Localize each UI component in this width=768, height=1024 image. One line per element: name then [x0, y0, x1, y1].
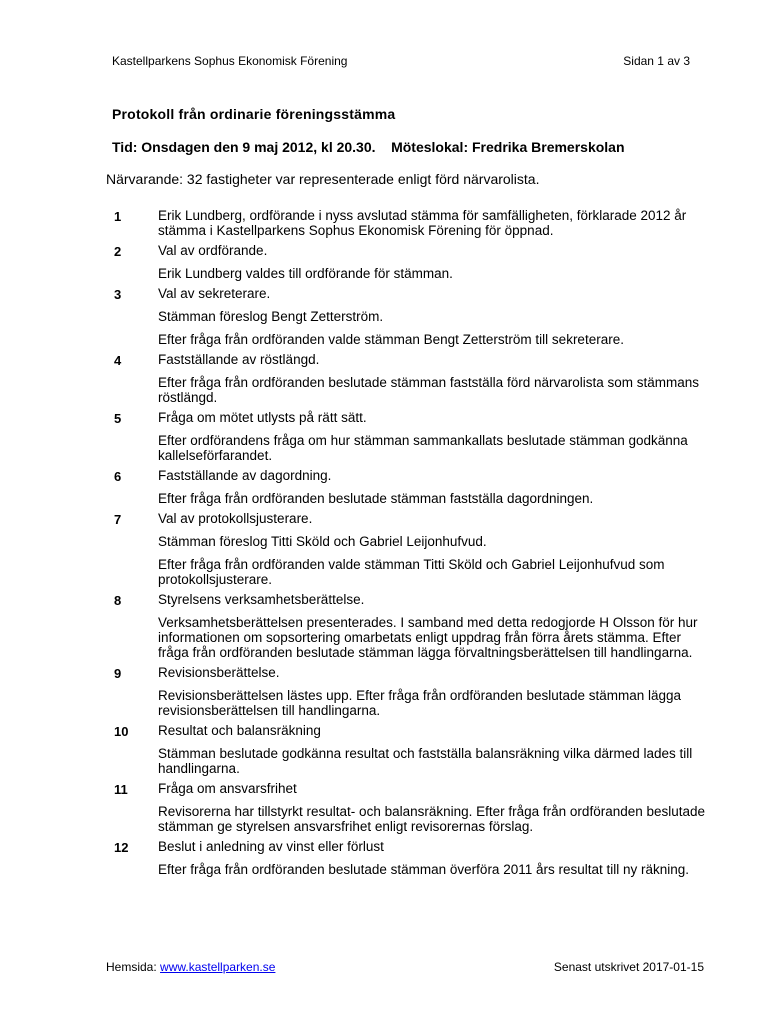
agenda-list [114, 208, 714, 882]
org-name: Kastellparkens Sophus Ekonomisk Förening [112, 54, 348, 68]
agenda-item-heading: Styrelsens verksamhetsberättelse. [158, 592, 365, 607]
agenda-item-number: 11 [114, 782, 128, 797]
agenda-item-text: Revisionsberättelsen lästes upp. Efter fråga från ordföranden beslutade stämman lägga revisionsberättelsen till handlingarna. [158, 688, 682, 718]
agenda-item-text: Stämman beslutade godkänna resultat och fastställa balansräkning vilka därmed lades till handlingarna. [158, 746, 693, 776]
agenda-item-heading: Fråga om mötet utlysts på rätt sätt. [158, 410, 367, 425]
agenda-item-text: Efter fråga från ordföranden beslutade stämman överföra 2011 års resultat till ny räkning. [158, 862, 690, 877]
agenda-item-heading: Val av sekreterare. [158, 286, 271, 301]
agenda-item-body [158, 352, 714, 405]
page-footer [106, 960, 704, 974]
homepage-info [106, 960, 275, 974]
agenda-item-text: Stämman föreslog Titti Sköld och Gabriel Leijonhufvud. [158, 534, 487, 549]
agenda-item [114, 410, 714, 463]
homepage-label: Hemsida: [106, 960, 157, 974]
agenda-item-heading: Erik Lundberg, ordförande i nyss avslutad stämma för samfälligheten, förklarade 2012 år stämma i Kastellparkens Sophus Ekonomisk Förening för öppnad. [158, 208, 687, 238]
agenda-item [114, 243, 714, 281]
agenda-item-text: Verksamhetsberättelsen presenterades. I samband med detta redogjorde H Olsson för hur informationen om sopsortering omarbetats enligt uppdrag från förra årets stämma. Efter fråga från ordföranden beslutade stämman lägga förvaltningsberättelsen till handlingarna. [158, 615, 698, 660]
agenda-item-number: 7 [114, 512, 122, 527]
agenda-item [114, 592, 714, 660]
agenda-item-text: Erik Lundberg valdes till ordförande för stämman. [158, 266, 453, 281]
agenda-item-number: 10 [114, 724, 129, 739]
agenda-item [114, 208, 714, 238]
agenda-item-text: Efter fråga från ordföranden valde stämman Bengt Zetterström till sekreterare. [158, 332, 624, 347]
agenda-item [114, 352, 714, 405]
agenda-item-heading: Beslut i anledning av vinst eller förlust [158, 839, 384, 854]
homepage-link[interactable]: www.kastellparken.se [160, 960, 276, 974]
agenda-item-body [158, 839, 714, 877]
agenda-item-number: 2 [114, 244, 122, 259]
agenda-item-body [158, 410, 714, 463]
agenda-item-heading: Fråga om ansvarsfrihet [158, 781, 297, 796]
agenda-item [114, 781, 714, 834]
agenda-item-heading: Val av ordförande. [158, 243, 268, 258]
agenda-item-text: Efter fråga från ordföranden valde stämman Titti Sköld och Gabriel Leijonhufvud som protokollsjusterare. [158, 557, 665, 587]
agenda-item-body [158, 511, 714, 587]
agenda-item-text: Revisorerna har tillstyrkt resultat- och balansräkning. Efter fråga från ordföranden beslutade stämman ge styrelsen ansvarsfrihet enligt revisorernas förslag. [158, 804, 706, 834]
agenda-item-text: Efter fråga från ordföranden beslutade stämman fastställa förd närvarolista som stämmans röstlängd. [158, 375, 700, 405]
page-number: Sidan 1 av 3 [623, 54, 690, 68]
agenda-item-body [158, 665, 714, 718]
agenda-item-text: Efter ordförandens fråga om hur stämman sammankallats beslutade stämman godkänna kallelseförfarandet. [158, 433, 688, 463]
agenda-item-heading: Resultat och balansräkning [158, 723, 321, 738]
agenda-item-text: Stämman föreslog Bengt Zetterström. [158, 309, 384, 324]
agenda-item [114, 286, 714, 347]
agenda-item-number: 5 [114, 411, 122, 426]
agenda-item-heading: Revisionsberättelse. [158, 665, 280, 680]
agenda-item-body [158, 723, 714, 776]
meeting-venue: Möteslokal: Fredrika Bremerskolan [391, 139, 625, 155]
print-date: Senast utskrivet 2017-01-15 [553, 960, 704, 974]
agenda-item [114, 468, 714, 506]
agenda-item-number: 4 [114, 353, 122, 368]
agenda-item-number: 9 [114, 666, 122, 681]
agenda-item-body [158, 781, 714, 834]
agenda-item-number: 12 [114, 840, 129, 855]
agenda-item-body [158, 468, 714, 506]
agenda-item-body [158, 592, 714, 660]
agenda-item [114, 511, 714, 587]
page-header [112, 54, 690, 68]
agenda-item [114, 665, 714, 718]
meeting-time: Tid: Onsdagen den 9 maj 2012, kl 20.30. [112, 139, 376, 155]
attendance-note: Närvarande: 32 fastigheter var representerade enligt förd närvarolista. [106, 171, 540, 187]
agenda-item-body [158, 286, 714, 347]
agenda-item-heading: Val av protokollsjusterare. [158, 511, 313, 526]
agenda-item-heading: Fastställande av dagordning. [158, 468, 332, 483]
agenda-item [114, 723, 714, 776]
agenda-item [114, 839, 714, 877]
document-title: Protokoll från ordinarie föreningsstämma [112, 106, 396, 122]
agenda-item-number: 8 [114, 593, 122, 608]
agenda-item-body [158, 243, 714, 281]
agenda-item-body [158, 208, 714, 238]
agenda-item-text: Efter fråga från ordföranden beslutade stämman fastställa dagordningen. [158, 491, 594, 506]
meeting-info [112, 139, 625, 155]
agenda-item-number: 1 [114, 209, 122, 224]
agenda-item-heading: Fastställande av röstlängd. [158, 352, 320, 367]
agenda-item-number: 6 [114, 469, 122, 484]
agenda-item-number: 3 [114, 287, 122, 302]
